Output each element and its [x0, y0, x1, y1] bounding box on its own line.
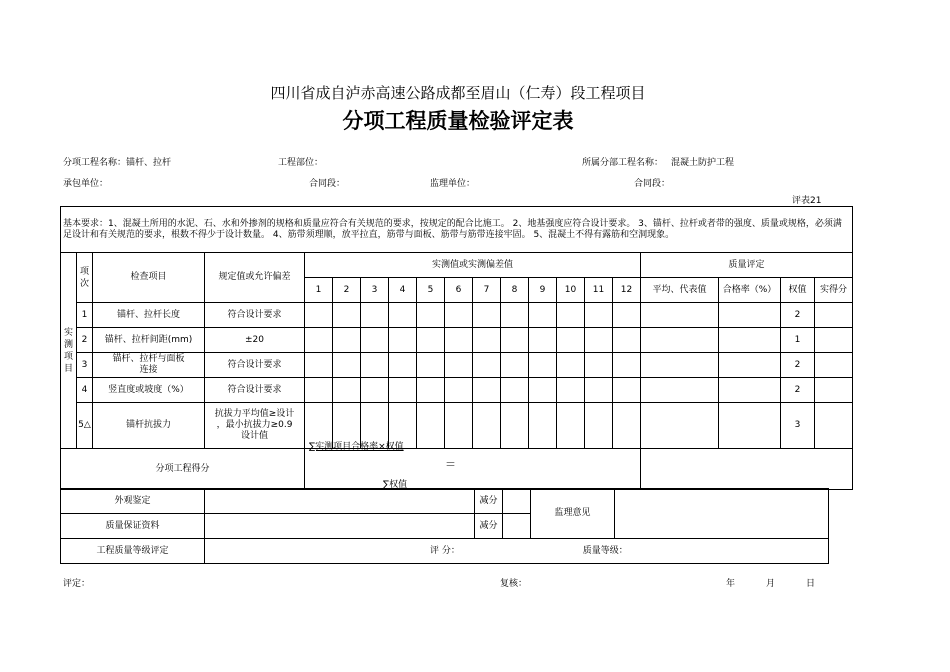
measure-cell[interactable]	[445, 303, 473, 328]
measure-cell[interactable]	[585, 378, 613, 403]
contract-section-label-2: 合同段：	[634, 179, 671, 189]
measure-cell[interactable]	[529, 353, 557, 378]
row-spec-text: 抗拔力平均值≥设计 ，最小抗拔力≥0.9 设计值	[214, 409, 295, 441]
row-item: 锚杆、拉杆长度	[93, 303, 205, 328]
average-cell[interactable]	[641, 328, 719, 353]
basic-requirements: 基本要求：1、混凝土所用的水泥、石、水和外掺剂的规格和质量应符合有关规范的要求，按规定的配合比施工。 2、地基强度应符合设计要求。 3、锚杆、拉杆或者带的强度、质量或规格，必须满足设计和有关规范的要求，根数不得少于设计数量。 4、筋带须理顺，放平拉直，筋带与面板、筋带与筋带连接牢固。 5、混凝土不得有露筋和空洞现象。	[61, 207, 853, 253]
measure-cell[interactable]	[361, 353, 389, 378]
measure-cell[interactable]	[389, 303, 417, 328]
subproject-name-field	[63, 155, 171, 168]
division-field	[582, 155, 734, 168]
measure-cell[interactable]	[585, 303, 613, 328]
score-equals: ＝	[445, 458, 456, 471]
measure-cell[interactable]	[585, 328, 613, 353]
evaluation-table	[60, 488, 829, 564]
measure-cell[interactable]	[305, 353, 333, 378]
row-item	[93, 353, 205, 378]
row-weight: 2	[781, 353, 815, 378]
measure-cell[interactable]	[361, 303, 389, 328]
row-spec: 符合设计要求	[205, 353, 305, 378]
table-row	[61, 378, 853, 403]
score-cell[interactable]	[815, 353, 853, 378]
measure-col-header: 11	[585, 278, 613, 303]
measure-cell[interactable]	[389, 378, 417, 403]
quality-col-pass-rate: 合格率（%）	[719, 278, 781, 303]
measure-cell[interactable]	[305, 303, 333, 328]
inspection-table	[60, 206, 853, 490]
measure-col-header: 2	[333, 278, 361, 303]
row-no: 2	[77, 328, 93, 353]
location-label: 工程部位：	[278, 158, 324, 168]
quality-col-score: 实得分	[815, 278, 853, 303]
measure-cell[interactable]	[501, 353, 529, 378]
grade-label: 工程质量等级评定	[61, 539, 205, 564]
row-no: 5△	[77, 403, 93, 449]
measure-cell[interactable]	[473, 353, 501, 378]
form-title: 分项工程质量检验评定表	[342, 109, 574, 133]
measure-cell[interactable]	[305, 378, 333, 403]
measure-cell[interactable]	[529, 328, 557, 353]
measure-cell[interactable]	[501, 378, 529, 403]
pass-rate-cell[interactable]	[719, 378, 781, 403]
measure-cell[interactable]	[585, 353, 613, 378]
project-subtitle: 四川省成自泸赤高速公路成都至眉山（仁寿）段工程项目	[270, 84, 646, 102]
subproject-score-value[interactable]	[641, 449, 853, 490]
row-item: 竖直度或坡度（%）	[93, 378, 205, 403]
measure-cell[interactable]	[501, 328, 529, 353]
measure-cell[interactable]	[557, 303, 585, 328]
measure-cell[interactable]	[501, 403, 529, 449]
quality-docs-value[interactable]	[205, 514, 475, 539]
row-weight: 2	[781, 303, 815, 328]
measure-col-header: 6	[445, 278, 473, 303]
row-item-text: 锚杆、拉杆与面板 连接	[112, 354, 185, 375]
measure-cell[interactable]	[305, 328, 333, 353]
average-cell[interactable]	[641, 378, 719, 403]
score-cell[interactable]	[815, 403, 853, 449]
measure-cell[interactable]	[613, 328, 641, 353]
measure-col-header: 9	[529, 278, 557, 303]
measure-col-header: 5	[417, 278, 445, 303]
grade-row	[205, 539, 829, 564]
evaluator-label: 评定：	[63, 579, 91, 589]
header-item-no	[77, 253, 93, 303]
measure-cell[interactable]	[529, 403, 557, 449]
quality-docs-label: 质量保证资料	[61, 514, 205, 539]
measure-cell[interactable]	[417, 403, 445, 449]
grade-score-label: 评 分：	[430, 545, 460, 556]
measure-col-header: 7	[473, 278, 501, 303]
measure-col-header: 3	[361, 278, 389, 303]
contract-section-label-1: 合同段：	[309, 179, 346, 189]
row-weight: 2	[781, 378, 815, 403]
grade-level-label: 质量等级：	[582, 545, 628, 556]
row-spec: ±20	[205, 328, 305, 353]
score-cell[interactable]	[815, 328, 853, 353]
row-spec	[205, 403, 305, 449]
measure-col-header: 4	[389, 278, 417, 303]
measure-cell[interactable]	[333, 303, 361, 328]
row-no: 1	[77, 303, 93, 328]
deduct-value-2[interactable]	[503, 514, 531, 539]
appearance-value[interactable]	[205, 489, 475, 514]
supervisor-label: 监理单位：	[430, 179, 476, 189]
measure-cell[interactable]	[557, 328, 585, 353]
subproject-score-label: 分项工程得分	[61, 449, 305, 490]
measure-cell[interactable]	[473, 378, 501, 403]
row-no: 3	[77, 353, 93, 378]
measure-cell[interactable]	[613, 378, 641, 403]
score-denominator: ∑权值	[383, 480, 408, 490]
deduct-label-1: 减分	[475, 489, 503, 514]
reviewer-label: 复核：	[500, 579, 528, 589]
row-spec: 符合设计要求	[205, 303, 305, 328]
table-row	[61, 328, 853, 353]
subproject-name-label: 分项工程名称：	[63, 158, 127, 168]
pass-rate-cell[interactable]	[719, 403, 781, 449]
measure-cell[interactable]	[361, 328, 389, 353]
measure-cell[interactable]	[585, 403, 613, 449]
measure-cell[interactable]	[557, 353, 585, 378]
measure-cell[interactable]	[501, 303, 529, 328]
measure-cell[interactable]	[473, 403, 501, 449]
date-year: 年	[726, 579, 736, 589]
header-quality-evaluation: 质量评定	[641, 253, 853, 278]
measure-col-header: 8	[501, 278, 529, 303]
score-formula	[305, 442, 641, 490]
measure-cell[interactable]	[445, 403, 473, 449]
measure-cell[interactable]	[557, 403, 585, 449]
measure-cell[interactable]	[445, 328, 473, 353]
score-cell[interactable]	[815, 378, 853, 403]
measure-cell[interactable]	[361, 378, 389, 403]
measure-cell[interactable]	[613, 403, 641, 449]
measured-items-side-text: 实 测 项 目	[63, 327, 73, 374]
measure-cell[interactable]	[557, 378, 585, 403]
quality-col-weight: 权值	[781, 278, 815, 303]
measure-cell[interactable]	[417, 303, 445, 328]
measure-col-header: 10	[557, 278, 585, 303]
contractor-label: 承包单位：	[63, 179, 109, 189]
appearance-label: 外观鉴定	[61, 489, 205, 514]
date-month: 月	[766, 579, 776, 589]
measure-cell[interactable]	[417, 378, 445, 403]
measure-cell[interactable]	[389, 353, 417, 378]
date-day: 日	[806, 579, 816, 589]
table-row	[61, 303, 853, 328]
header-item-no-text: 项 次	[79, 266, 89, 289]
row-item: 锚杆、拉杆间距(mm)	[93, 328, 205, 353]
header-spec: 规定值或允许偏差	[205, 253, 305, 303]
pass-rate-cell[interactable]	[719, 353, 781, 378]
measure-cell[interactable]	[473, 328, 501, 353]
header-check-item: 检查项目	[93, 253, 205, 303]
row-weight: 1	[781, 328, 815, 353]
score-cell[interactable]	[815, 303, 853, 328]
header-measured-values: 实测值或实测偏差值	[305, 253, 641, 278]
measure-cell[interactable]	[417, 328, 445, 353]
row-weight: 3	[781, 403, 815, 449]
measure-cell[interactable]	[445, 378, 473, 403]
form-number: 评表21	[792, 196, 822, 206]
quality-col-average: 平均、代表值	[641, 278, 719, 303]
table-row	[61, 353, 853, 378]
measure-cell[interactable]	[389, 328, 417, 353]
score-numerator: ∑实测项目合格率×权值	[309, 442, 404, 452]
row-spec: 符合设计要求	[205, 378, 305, 403]
division-label: 所属分部工程名称：	[582, 158, 664, 168]
division-value: 混凝土防护工程	[671, 158, 735, 168]
measure-cell[interactable]	[473, 303, 501, 328]
measure-cell[interactable]	[333, 328, 361, 353]
subproject-name-value: 锚杆、拉杆	[126, 158, 172, 168]
measure-cell[interactable]	[613, 303, 641, 328]
measured-items-side-label	[61, 253, 77, 449]
supervision-value[interactable]	[615, 489, 829, 539]
table-row	[61, 403, 853, 449]
average-cell[interactable]	[641, 303, 719, 328]
measure-col-header: 1	[305, 278, 333, 303]
average-cell[interactable]	[641, 353, 719, 378]
average-cell[interactable]	[641, 403, 719, 449]
measure-cell[interactable]	[445, 353, 473, 378]
pass-rate-cell[interactable]	[719, 303, 781, 328]
measure-cell[interactable]	[333, 353, 361, 378]
supervision-label: 监理意见	[531, 489, 615, 539]
deduct-label-2: 减分	[475, 514, 503, 539]
pass-rate-cell[interactable]	[719, 328, 781, 353]
deduct-value-1[interactable]	[503, 489, 531, 514]
row-item: 锚杆抗拔力	[93, 403, 205, 449]
measure-cell[interactable]	[613, 353, 641, 378]
row-no: 4	[77, 378, 93, 403]
measure-cell[interactable]	[417, 353, 445, 378]
measure-cell[interactable]	[529, 303, 557, 328]
measure-cell[interactable]	[529, 378, 557, 403]
measure-col-header: 12	[613, 278, 641, 303]
measure-cell[interactable]	[333, 378, 361, 403]
